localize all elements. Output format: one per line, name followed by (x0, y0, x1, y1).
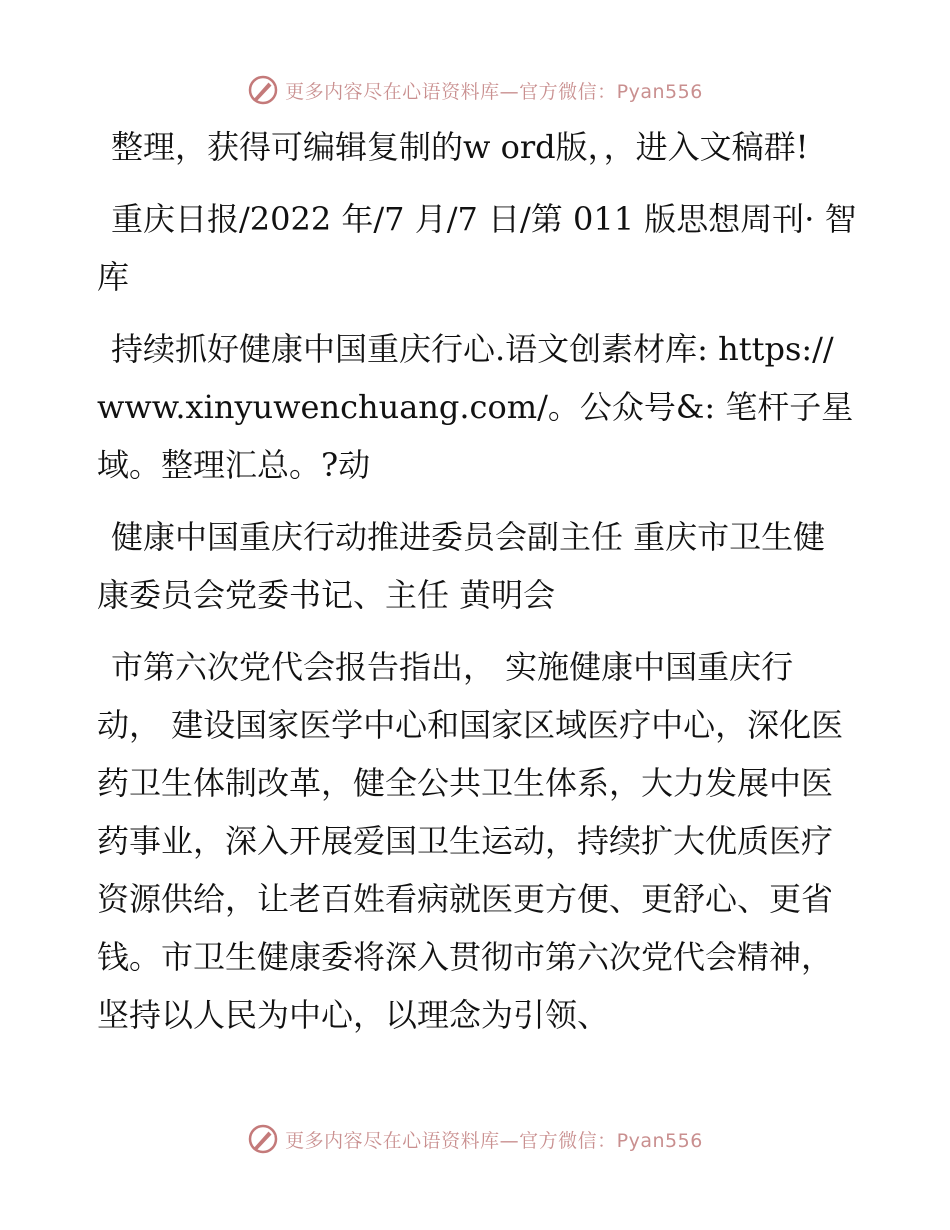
paragraph-4 (97, 508, 857, 624)
paragraph-2 (97, 190, 857, 306)
paragraph-2-text: 重庆日报/2022 年/7 月/7 日/第 011 版思想周刊· 智库 (97, 200, 857, 296)
paragraph-1-text: 整理，获得可编辑复制的w ord版，，进入文稿群! (111, 128, 809, 166)
paragraph-5-text: 市第六次党代会报告指出， 实施健康中国重庆行动， 建设国家医学中心和国家区域医疗中心，深化医药卫生体制改革，健全公共卫生体系，大力发展中医药事业，深入开展爱国卫生运动，持续扩大优质医疗资源供给，让老百姓看病就医更方便、更舒心、更省钱。市卫生健康委将深入贯彻市第六次党代会精神，坚持以人民为中心，以理念为引领、 (97, 648, 844, 1034)
quill-pen-circle-icon (247, 1123, 279, 1155)
document-body (97, 118, 857, 1058)
watermark-text: 更多内容尽在心语资料库—官方微信：Pyan556 (285, 1129, 703, 1152)
footer-watermark-banner (0, 1119, 950, 1159)
watermark-text: 更多内容尽在心语资料库—官方微信：Pyan556 (285, 80, 703, 103)
paragraph-5 (97, 638, 857, 1044)
header-watermark-banner (0, 70, 950, 110)
paragraph-3-text: 持续抓好健康中国重庆行心.语文创素材库: https://www.xinyuwenchuang.com/。公众号&: 笔杆子星域。整理汇总。?动 (97, 330, 854, 484)
paragraph-4-text: 健康中国重庆行动推进委员会副主任 重庆市卫生健康委员会党委书记、主任 黄明会 (97, 518, 826, 614)
paragraph-3 (97, 320, 857, 494)
paragraph-1 (97, 118, 857, 176)
quill-pen-circle-icon (247, 74, 279, 106)
